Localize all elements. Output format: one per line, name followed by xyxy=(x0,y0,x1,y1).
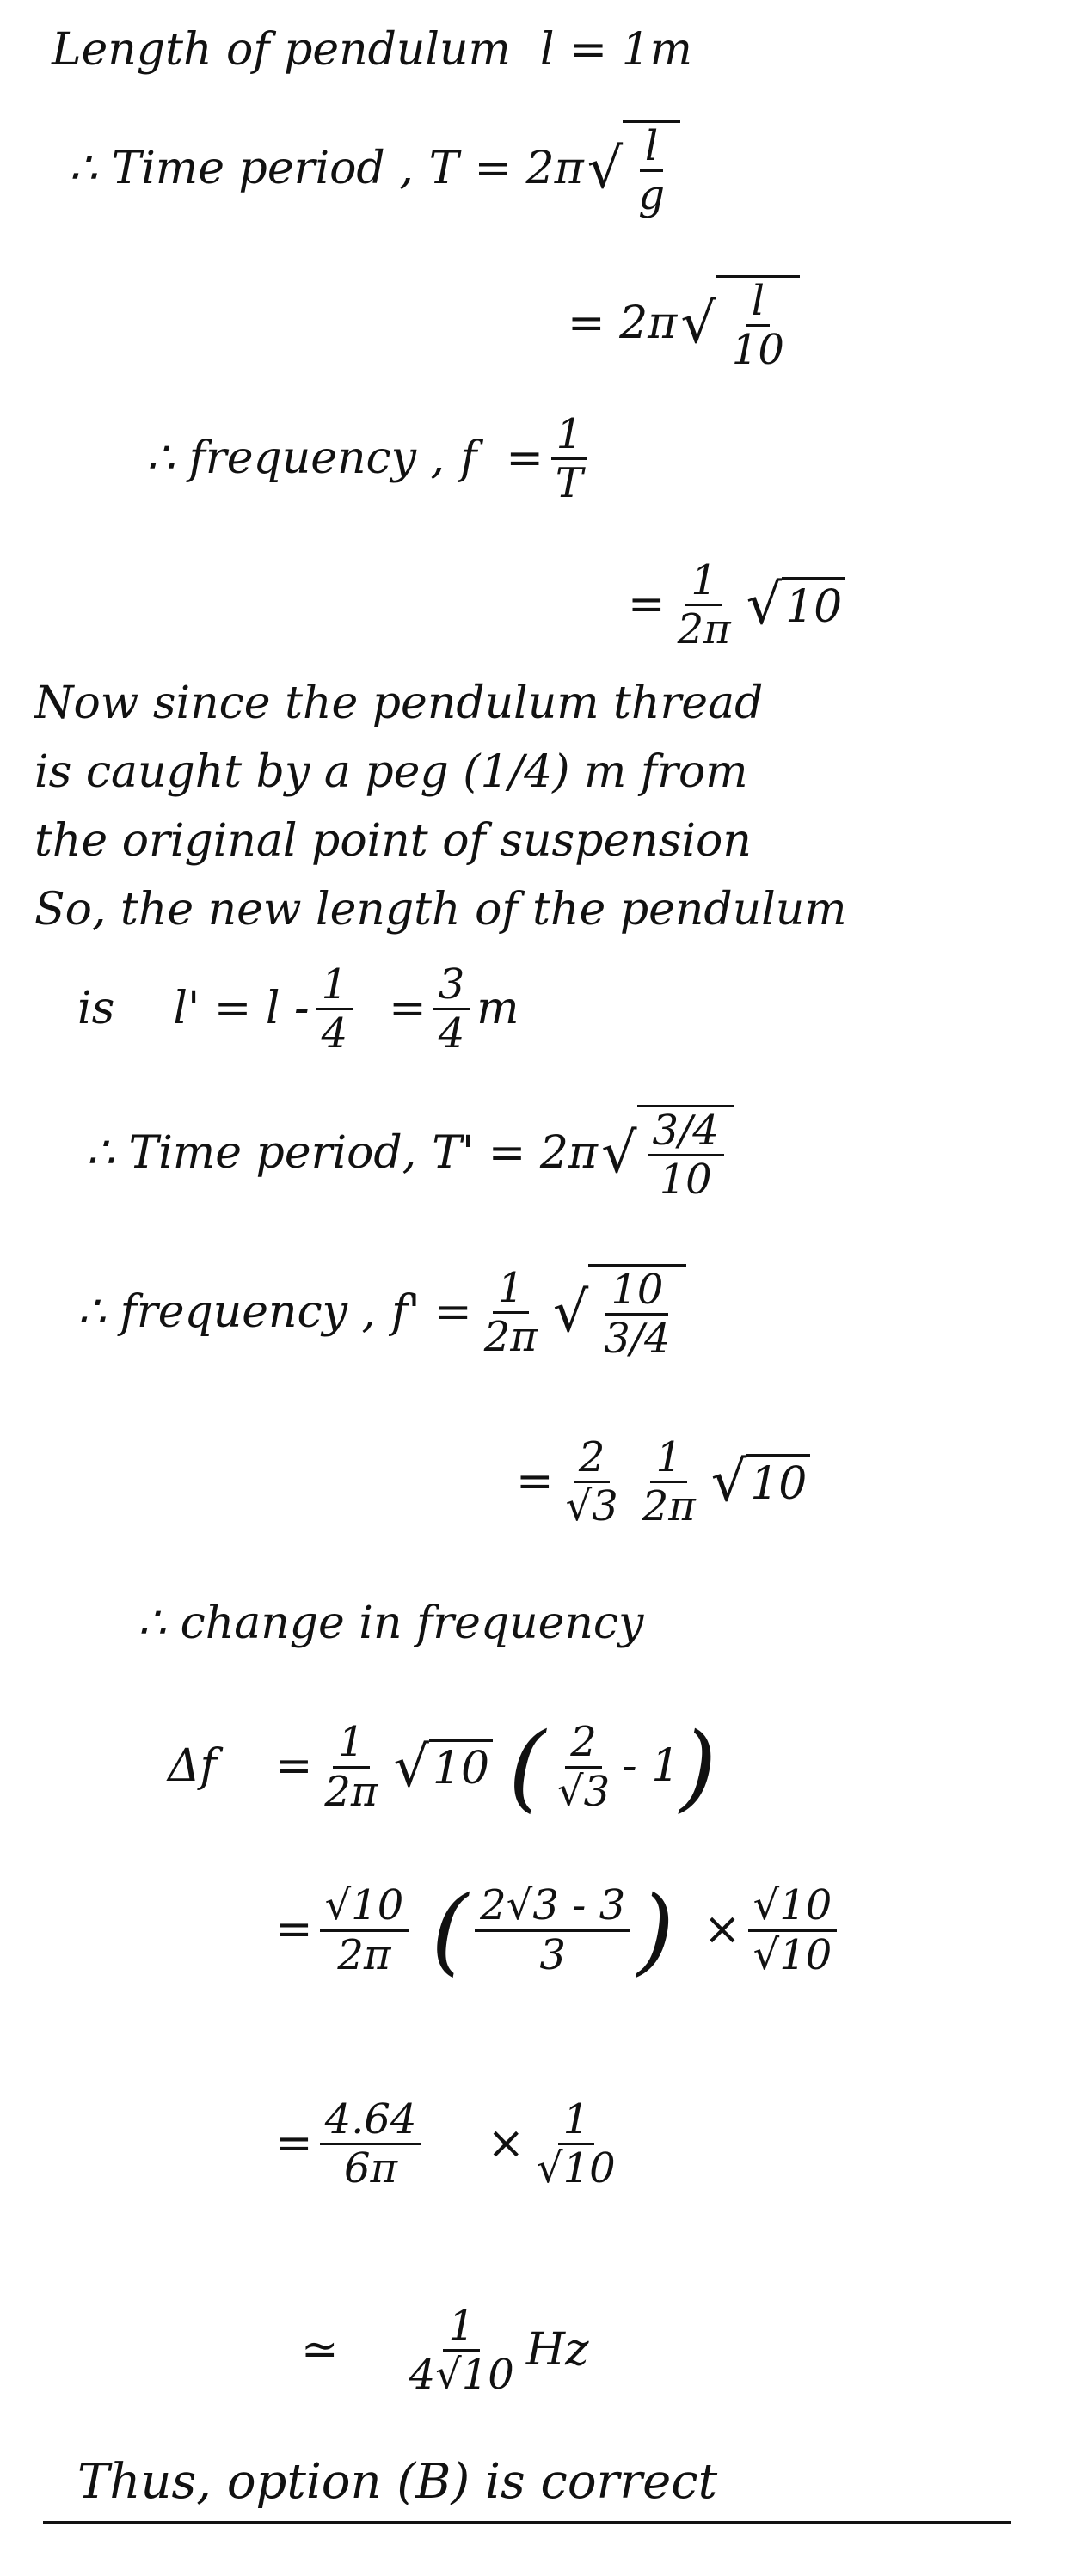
one-over-root-ten: $\frac{1}{√10}$ xyxy=(537,2095,616,2193)
time-period-line xyxy=(69,120,680,218)
root-ten: √ 10 xyxy=(746,577,846,633)
new-length-line xyxy=(77,960,519,1058)
one-over-four-root-ten: $\frac{1}{4√10}$ xyxy=(409,2302,514,2400)
root-ten-over-two-pi: $\frac{√10}{2\pi}$ xyxy=(320,1884,409,1977)
one-over-t-fraction: $\frac{1}{T}$ xyxy=(550,413,588,506)
conclusion-text: Thus, option (B) is correct xyxy=(77,2454,718,2510)
frequency-value-line xyxy=(628,556,845,654)
two-over-root-three-fraction: $\frac{2}{√3}$ xyxy=(565,1433,618,1531)
delta-f-one-over-two-pi: $\frac{1}{2\pi}$ xyxy=(324,1718,378,1816)
final-answer-line xyxy=(301,2302,589,2400)
close-paren: ) xyxy=(679,1712,717,1822)
one-over-two-pi-fraction-b: $\frac{1}{2\pi}$ xyxy=(642,1433,696,1531)
time-period-coefficient: = 2π xyxy=(474,142,584,194)
one-over-two-pi-fraction: $\frac{1}{2\pi}$ xyxy=(677,556,731,654)
explanation-text-1: Now since the pendulum thread xyxy=(34,678,764,729)
explanation-line-3 xyxy=(34,817,752,866)
delta-f-expanded-equals: = xyxy=(275,1904,313,1956)
frequency-label: ∴ frequency , xyxy=(146,432,445,485)
delta-f-numeric-line xyxy=(275,2095,628,2193)
new-frequency-sqrt: √ $\frac{10}{3/4}$ xyxy=(553,1264,686,1361)
minus-one: - 1 xyxy=(622,1740,680,1793)
new-length-is: is xyxy=(77,983,115,1035)
ten-over-three-quarters-fraction: $\frac{10}{3/4}$ xyxy=(604,1266,671,1364)
delta-f-numeric-equals: = xyxy=(275,2118,313,2170)
explanation-line-1 xyxy=(34,679,763,728)
new-frequency-one-over-two-pi: $\frac{1}{2\pi}$ xyxy=(483,1263,538,1361)
delta-f-expanded-line xyxy=(275,1875,844,1985)
new-length-expression: l' = l - xyxy=(173,983,310,1035)
time-period-substituted-sqrt: √ $\frac{l}{10}$ xyxy=(680,275,800,372)
root-ten-over-root-ten: $\frac{√10}{√10}$ xyxy=(748,1884,838,1977)
explanation-text-4: So, the new length of the pendulum xyxy=(34,884,847,935)
length-symbol: l xyxy=(539,24,555,76)
length-label: Length of pendulum xyxy=(52,24,511,76)
delta-f-line xyxy=(168,1712,717,1822)
three-quarters-over-ten-fraction: $\frac{3/4}{10}$ xyxy=(648,1109,724,1202)
pendulum-length-line xyxy=(52,26,692,75)
conclusion-line xyxy=(77,2456,717,2509)
time-period-substituted-line xyxy=(568,275,800,375)
two-root-three-minus-three-over-three: $\frac{2√3 - 3}{3}$ xyxy=(475,1884,630,1977)
approx-sign: ≃ xyxy=(301,2324,339,2377)
one-quarter-fraction: $\frac{1}{4}$ xyxy=(316,963,353,1056)
root-ten-c: √ 10 xyxy=(393,1739,493,1795)
new-time-period-sqrt: √ $\frac{3/4}{10}$ xyxy=(601,1105,734,1202)
time-period-symbol: T xyxy=(428,142,459,194)
new-time-period-expression: T' = 2π xyxy=(432,1126,599,1179)
three-quarters-fraction: $\frac{3}{4}$ xyxy=(433,963,470,1056)
hertz-unit: Hz xyxy=(525,2324,589,2377)
times-sign: × xyxy=(703,1904,741,1956)
new-length-unit: m xyxy=(476,983,519,1035)
frequency-value-equals: = xyxy=(628,579,666,631)
conclusion-underline xyxy=(43,2521,1011,2524)
open-paren-b: ( xyxy=(431,1875,469,1985)
frequency-symbol: f xyxy=(460,432,477,485)
root-ten-b: √ 10 xyxy=(711,1454,811,1510)
frequency-equals: = xyxy=(506,432,544,485)
close-paren-b: ) xyxy=(637,1875,675,1985)
open-paren: ( xyxy=(508,1712,545,1822)
frequency-line xyxy=(146,410,595,508)
change-in-frequency-label: ∴ change in frequency xyxy=(138,1598,644,1649)
two-over-root-three-b: $\frac{2}{√3}$ xyxy=(557,1718,611,1816)
time-period-label: ∴ Time period , xyxy=(69,142,414,194)
new-frequency-line xyxy=(77,1263,686,1364)
new-time-period-line xyxy=(86,1105,734,1205)
four-point-six-four-over-six-pi: $\frac{4.64}{6\pi}$ xyxy=(320,2098,422,2191)
l-over-10-fraction: $\frac{l}{10}$ xyxy=(731,277,784,375)
time-period-sqrt: √ $\frac{l}{g}$ xyxy=(587,120,680,218)
new-frequency-label: ∴ frequency , xyxy=(77,1285,377,1338)
new-time-period-label: ∴ Time period, xyxy=(86,1126,417,1179)
new-frequency-expression: f' = xyxy=(391,1285,472,1338)
delta-f-equals: = xyxy=(274,1740,313,1793)
length-value: = 1m xyxy=(569,24,692,76)
new-frequency-simplified-equals: = xyxy=(516,1456,554,1508)
delta-f-symbol: Δf xyxy=(168,1740,217,1793)
l-over-g-fraction: $\frac{l}{g}$ xyxy=(638,122,665,220)
explanation-line-2 xyxy=(34,748,748,797)
explanation-text-2: is caught by a peg (1/4) m from xyxy=(34,746,748,798)
explanation-text-3: the original point of suspension xyxy=(34,815,752,867)
new-length-equals: = xyxy=(389,983,427,1035)
new-frequency-simplified-line xyxy=(516,1433,810,1531)
change-in-frequency-line xyxy=(138,1599,643,1648)
explanation-line-4 xyxy=(34,886,847,935)
times-sign-b: × xyxy=(487,2118,525,2170)
time-period-substituted-coefficient: = 2π xyxy=(568,297,678,349)
